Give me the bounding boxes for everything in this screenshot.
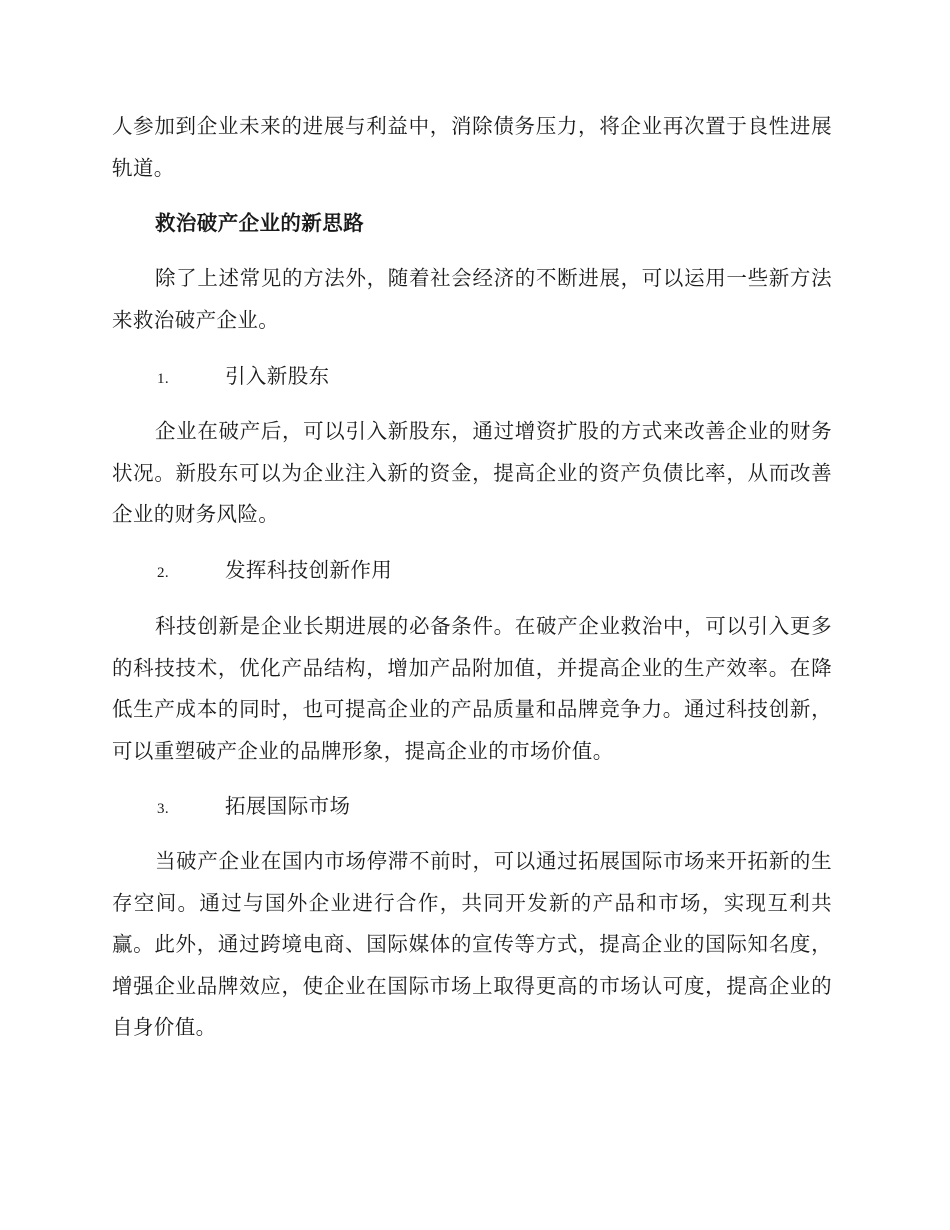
list-item-title: 发挥科技创新作用 (225, 558, 393, 582)
list-item-2-body: 科技创新是企业长期进展的必备条件。在破产企业救治中，可以引入更多的科技技术，优化产品结构，增加产品附加值，并提高企业的生产效率。在降低生产成本的同时，也可提高企业的产品质量和品牌竞争力。通过科技创新，可以重塑破产企业的品牌形象，提高企业的市场价值。 (112, 614, 832, 763)
list-item-2-heading (157, 550, 392, 595)
list-item-1-heading (157, 356, 330, 401)
list-item-number: 1. (157, 371, 170, 387)
list-item-title: 引入新股东 (225, 364, 330, 388)
section-heading: 救治破产企业的新思路 (155, 211, 364, 235)
paragraph-continuation: 人参加到企业未来的进展与利益中，消除债务压力，将企业再次置于良性进展轨道。 (112, 114, 832, 180)
list-item-number: 2. (157, 565, 170, 581)
list-item-1-body: 企业在破产后，可以引入新股东，通过增资扩股的方式来改善企业的财务状况。新股东可以为企业注入新的资金，提高企业的资产负债比率，从而改善企业的财务风险。 (112, 419, 832, 526)
list-item-3-heading (157, 786, 350, 831)
list-item-3-body: 当破产企业在国内市场停滞不前时，可以通过拓展国际市场来开拓新的生存空间。通过与国外企业进行合作，共同开发新的产品和市场，实现互利共赢。此外，通过跨境电商、国际媒体的宣传等方式，提高企业的国际知名度，增强企业品牌效应，使企业在国际市场上取得更高的市场认可度，提高企业的自身价值。 (112, 849, 832, 1039)
list-item-title: 拓展国际市场 (225, 794, 351, 818)
paragraph-intro: 除了上述常见的方法外，随着社会经济的不断进展，可以运用一些新方法来救治破产企业。 (112, 266, 832, 332)
list-item-number: 3. (157, 801, 170, 817)
